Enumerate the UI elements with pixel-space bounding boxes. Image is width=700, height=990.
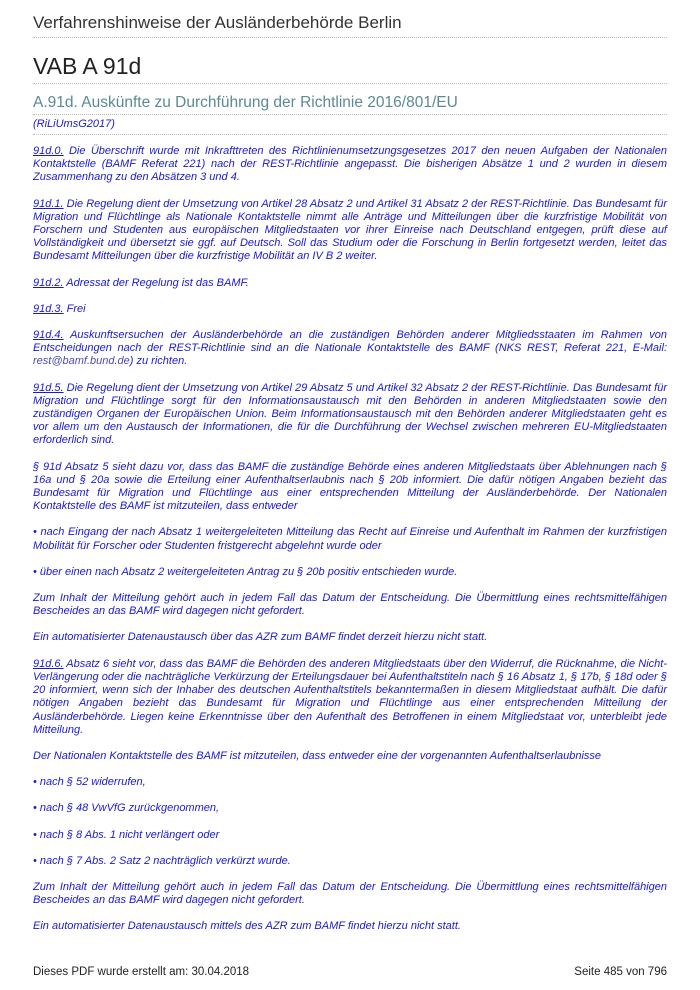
paragraph-91d-0: 91d.0. Die Überschrift wurde mit Inkrafttreten des Richtlinienumsetzungsgesetzes 2017 den neuen Aufgaben der Nationalen Kontaktstelle (BAMF Referat 221) nach der REST-Richtlinie angepasst. Die bisherigen Absätze 1 und 2 wurden in diesem Zusammenhang zu den Absätzen 3 und 4. [33,145,667,184]
paragraph-text: Ein automatisierter Datenaustausch mittels des AZR zum BAMF findet hierzu nicht statt. [33,920,461,933]
law-abbreviation: (RiLiUmsG2017) [33,117,667,135]
paragraph-text: Der Nationalen Kontaktstelle des BAMF ist mitzuteilen, dass entweder eine der vorgenannten Aufenthaltserlaubnisse [33,749,602,762]
bullet-item: • nach § 7 Abs. 2 Satz 2 nachträglich verkürzt wurde. [33,854,291,867]
creation-date: Dieses PDF wurde erstellt am: 30.04.2018 [33,966,250,978]
bullet-item: • nach § 8 Abs. 1 nicht verlängert oder [33,828,220,841]
section-title: A.91d. Auskünfte zu Durchführung der Richtlinie 2016/801/EU [33,93,667,115]
paragraph-ref-link[interactable]: 91d.5. [33,381,64,394]
bullet-item: • nach § 48 VwVfG zurückgenommen, [33,802,220,815]
document-page [33,0,667,947]
paragraph-91d-5: 91d.5. Die Regelung dient der Umsetzung von Artikel 29 Absatz 5 und Artikel 32 Absatz 2 der REST-Richtlinie. Das Bundesamt für Migration und Flüchtlinge sorgt für den Informationsaustausch mit den Behörden in anderen Mitgliedstaaten sowie den zuständigen Organen der Europäischen Union. Beim Informationsaustausch mit den Behörden anderer Mitgliedstaaten geht es vor allem um den Austausch der Informationen, die für die Durchführung der Wechsel zwischen mehreren EU-Mitgliedstaaten erforderlich sind. [33,381,667,447]
paragraph-91d-4: 91d.4. Auskunftsersuchen der Ausländerbehörde an die zuständigen Behörden anderer Mitgliedsstaaten im Rahmen von Entscheidungen nach der REST-Richtlinie sind an die Nationale Kontaktstelle des BAMF (NKS REST, Referat 221, E-Mail: rest@bamf.bund.de) zu richten. [33,329,667,368]
document-body [33,145,667,934]
paragraph-ref-link[interactable]: 91d.6. [33,657,64,670]
paragraph-text: § 91d Absatz 5 sieht dazu vor, dass das BAMF die zuständige Behörde eines anderen Mitgliedstaats über Ablehnungen nach § 16a und § 20a sowie die Erteilung einer Aufenthaltserlaubnis nach § 20b informiert. Die dafür nötigen Angaben bezieht das Bundesamt für Migration und Flüchtlinge aus einer entsprechenden Mitteilung der Ausländerbehörde. Der Nationalen Kontaktstelle des BAMF ist mitzuteilen, dass entweder [33,460,667,513]
paragraph-ref-link[interactable]: 91d.0. [33,145,64,157]
paragraph-91d-2: 91d.2. Adressat der Regelung ist das BAMF. [33,276,249,289]
paragraph-91d-1: 91d.1. Die Regelung dient der Umsetzung von Artikel 28 Absatz 2 und Artikel 31 Absatz 2 der REST-Richtlinie. Das Bundesamt für Migration und Flüchtlinge als Nationale Kontaktstelle nimmt alle Anträge und Mitteilungen über die kurzfristige Mobilität von Forschern und Studenten aus europäischen Mitgliedstaaten vor ihrer Einreise nach Deutschland entgegen, prüft diese auf Vollständigkeit und übersetzt sie ggf. auf Deutsch. Soll das Studium oder die Forschung in Berlin fortgesetzt werden, leitet das Bundesamt Mitteilungen über die kurzfristige Mobilität an IV B 2 weiter. [33,197,667,263]
bullet-item: • über einen nach Absatz 2 weitergeleiteten Antrag zu § 20b positiv entschieden wurde. [33,565,458,578]
document-title: VAB A 91d [33,52,667,84]
email-address: rest@bamf.bund.de [33,355,130,368]
paragraph-ref-link[interactable]: 91d.3. [33,302,64,315]
paragraph-ref-link[interactable]: 91d.1. [33,197,64,210]
page-number: Seite 485 von 796 [574,966,667,978]
paragraph-ref-link[interactable]: 91d.2. [33,276,64,289]
paragraph-91d-3: 91d.3. Frei [33,302,86,315]
paragraph-text: Zum Inhalt der Mitteilung gehört auch in jedem Fall das Datum der Entscheidung. Die Übermittlung eines rechtsmittelfähigen Bescheides an das BAMF wird dagegen nicht gefordert. [33,592,667,618]
site-title: Verfahrenshinweise der Ausländerbehörde Berlin [33,13,667,38]
paragraph-91d-6: 91d.6. Absatz 6 sieht vor, dass das BAMF die Behörden des anderen Mitgliedstaats über den Widerruf, die Rücknahme, die Nicht-Verlängerung oder die nachträgliche Verkürzung der Erteilungsdauer bei Aufenthaltstiteln nach § 16 Absatz 1, § 17b, § 18d oder § 20 informiert, wenn sich der Inhaber des deutschen Aufenthaltstitels bekanntermaßen in diesem Mitgliedstaat aufhält. Die dafür nötigen Angaben bezieht das Bundesamt für Migration und Flüchtlinge aus einer entsprechenden Mitteilung der Ausländerbehörde. Liegen keine Erkenntnisse über den Aufenthalt des Betroffenen in einem Mitgliedstaat vor, unterbleibt jede Mitteilung. [33,657,667,736]
paragraph-ref-link[interactable]: 91d.4. [33,329,64,342]
bullet-item: • nach Eingang der nach Absatz 1 weitergeleiteten Mitteilung das Recht auf Einreise und Aufenthalt im Rahmen der kurzfristigen Mobilität für Forscher oder Studenten fristgerecht abgelehnt wurde oder [33,526,667,552]
bullet-item: • nach § 52 widerrufen, [33,776,146,789]
paragraph-text: Ein automatisierter Datenaustausch über das AZR zum BAMF findet derzeit hierzu nicht statt. [33,631,488,644]
paragraph-text: Zum Inhalt der Mitteilung gehört auch in jedem Fall das Datum der Entscheidung. Die Übermittlung eines rechtsmittelfähigen Bescheides an das BAMF wird dagegen nicht gefordert. [33,880,667,907]
